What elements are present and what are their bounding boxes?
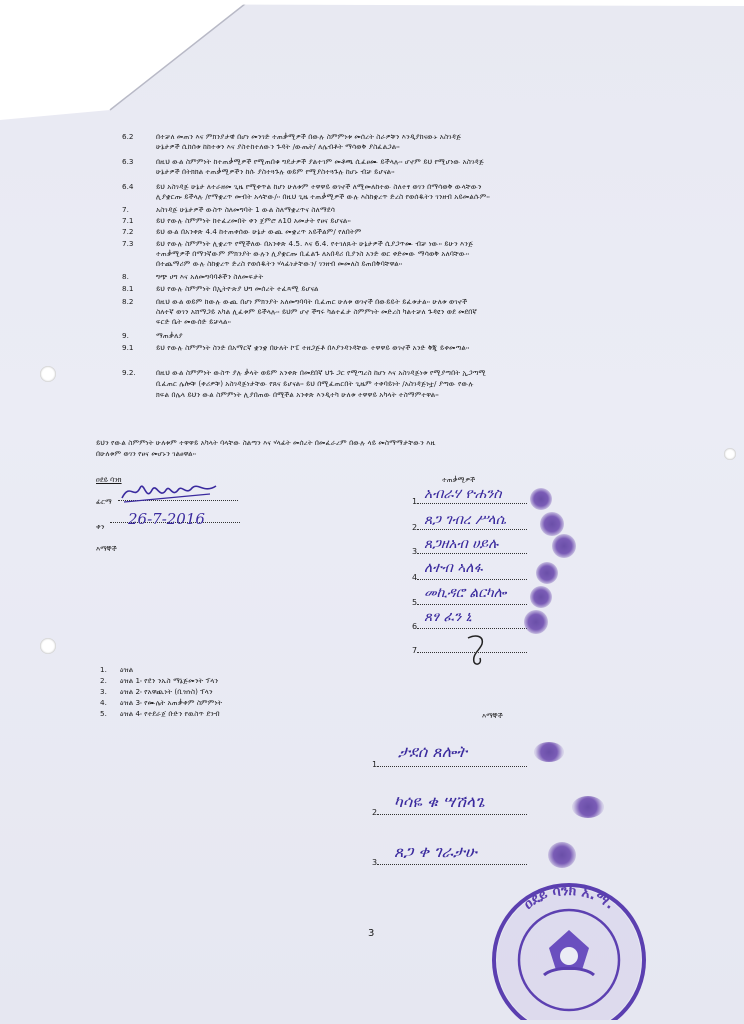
closing-statement: ይህን የውል ስምምነት ሁለቱም ተዋዋይ አካላት ባላቸው ስልጣን እና ሃላፊት መሰረት በመፈራረም በውሉ ላይ መስማማታቸውን እዚ bbox=[96, 438, 436, 447]
clause-9-2-cont2: ክፍል በሌላ ይህን ውል ስምምነት ሊያበጠው በሚችል አንቀጽ እንዲተካ ሁለቱ ተዋዋይ አካላት ተስማምተዋል፡፡ bbox=[156, 390, 439, 399]
witness-row: 2 bbox=[372, 808, 527, 817]
page-number: 3 bbox=[368, 928, 375, 939]
beneficiary-row: 1 bbox=[412, 497, 527, 506]
witness-signature: ካሳዬ ቁ ሣሽላጌ bbox=[394, 792, 485, 811]
beneficiary-signature: ለተብ ኣለፋ bbox=[424, 560, 483, 576]
witness-signature: ታደሰ ጸሎት bbox=[398, 742, 468, 761]
fingerprint-mark bbox=[540, 512, 564, 536]
handwritten-date: 26-7-2016 bbox=[128, 510, 205, 528]
annex-item: 2. ዕዝል 1፡ የደን ንኡስ ማኔጅመንት ፕላን bbox=[100, 676, 219, 685]
clause-6-4-cont: ሊያቋርጡ ይችላሉ /የማቋረጥ መብት አላቸው/፡፡ በዚህ ጊዜ ተጠቃሚዎች ውሉ እስከቋረጥ ድረስ የወሰዱትን ገንዘብ አይመልሱም፡፡ bbox=[156, 192, 490, 201]
annex-item: 5. ዕዝል 4፡ የተደራጀ ቡድን የዉስጥ ደንብ bbox=[100, 709, 220, 718]
clause-7-3-cont: ተጠቃሚዎች በማንኛውም ምክንያት ውሉን ሊያቋርጡ ቢፈልጉ ለአበዳሪ ቢያንስ አንድ ወር ቀድመው ማሳወቅ አለባቸው፡፡ bbox=[156, 249, 470, 258]
bank-signature bbox=[120, 478, 220, 506]
beneficiary-row: 4 bbox=[412, 573, 527, 582]
witnesses-heading: እማኞች bbox=[482, 712, 503, 720]
fingerprint-mark bbox=[552, 534, 576, 558]
punch-hole-bottom bbox=[40, 638, 56, 654]
fingerprint-mark bbox=[536, 562, 558, 584]
clause-6-3-cont: ሁኔታዎች በትክክል ተጠቃሚዎችን ከሱ ያስተጓጉሉ ወይም የሚያስተጓጉሉ ከሆኑ ብቻ ይሆናል፡፡ bbox=[156, 167, 395, 176]
beneficiaries-heading: ተጠቃሚዎች bbox=[442, 476, 476, 484]
signature-label: ፊርማ bbox=[96, 498, 112, 506]
clause-9-2: 9.2. በዚህ ውል ስምምነት ውስጥ ያሉ ቃላት ወይም አንቀጽ በመደበኛ ህጉ ጋር የሚጣረስ ከሆነ እና አስገዳጅነቱ የሚያጣበት ኢጋጣሚ bbox=[122, 368, 487, 377]
clause-7-2: 7.2 ይህ ውል በአንቀጽ 4.4 ከተጠቀሰው ሁኔታ ውጪ መቋረጥ አይችልም/ የለበትም bbox=[122, 227, 362, 236]
bank-name: ዐደይ ባንክ bbox=[96, 476, 122, 484]
beneficiary-row: 2 bbox=[412, 523, 527, 532]
fingerprint-mark bbox=[530, 488, 552, 510]
beneficiary-row: 5 bbox=[412, 598, 527, 607]
handwritten-mark bbox=[462, 634, 490, 668]
annex-item: 4. ዕዝል 3፡ የሙሌት አጠቃቀም ስምምነት bbox=[100, 698, 223, 707]
bank-stamp bbox=[484, 870, 654, 1020]
fingerprint-mark bbox=[548, 842, 576, 868]
clause-9-1: 9.1 ይህ የውሉ ስምምነት ስንድ በአማርኛ ቋንቋ በሁለት ኮፒ ተዘጋጅቶ በእያንዳንዳቸው ተዋዋይ ወገኖች አንድ ቅጂ ይቀመጣል፡፡ bbox=[122, 343, 470, 352]
clause-6-4: 6.4 ይህ አስገዳጅ ሁኔታ ለተራዘመ ጊዜ የሚቀጥል ከሆነ ሁለቱም ተዋዋይ ወገኖች ለሚመለከተው ስለተፃ ወገን በማሳወቅ ውላቸውን bbox=[122, 182, 482, 191]
fingerprint-mark bbox=[534, 742, 564, 762]
beneficiary-signature: መኪዳሮ ልርካሎ bbox=[424, 585, 507, 601]
clause-7-1: 7.1 ይህ የውሉ ስምምነት ከተፈረመበት ቀን ጀምሮ ለ10 አመታት የፀና ይሆናል፡፡ bbox=[122, 216, 351, 225]
punch-hole-edge bbox=[724, 448, 736, 460]
fingerprint-mark bbox=[524, 610, 548, 634]
clause-6-3: 6.3 በዚህ ውል ስምምነት ከተጠቃሚዎች የሚጠበቁ ግዴታዎች ያልተገም መቶጫ ሲፈፀሙ ይችላሉ፡፡ ሆኖም ይህ የሚሆነው አስገዳጅ bbox=[122, 157, 485, 166]
beneficiary-row: 7 bbox=[412, 646, 527, 655]
clause-9: 9. ማጠቃለያ bbox=[122, 331, 183, 340]
clause-8-2: 8.2 በዚህ ውል ወይም ከውሉ ውጪ በሆነ ምክንያት አለመግባባት ቢፈጠር ሁለቱ ወገኖች በውይይት ይፈቱታል፡፡ ሁለቱ ወገኖች bbox=[122, 297, 468, 306]
clause-6-2: 6.2 በተቻለ መጠን እና ምክንያታዊ በሆነ መንገድ ተጠቃሚዎች በውሉ ስምምነቱ መሰረት ስራዎቹን እንዲያከናውኑ አስገዳጅ bbox=[122, 132, 462, 141]
clause-9-2-cont: ቢፈጠር ሌሎቹ (ቀሪዎቹ) አስገዳጅነታቸው የጸና ይሆናል፡፡ ይህ በሚፈጠርበት ጊዜም ተቀባይነት /አስገዳጅነቷ/ ያጣው የውሉ bbox=[156, 379, 474, 388]
clause-8: 8. ግጭ ሀግ እና አለመግባባቶችን ስለመፍታት bbox=[122, 272, 264, 281]
clause-7: 7. አስገዳጅ ሁኔታዎች ውስጥ ስለመግባት 1 ውል ስለማቋረጥና ስለማደሳ bbox=[122, 205, 335, 214]
witness-row: 1 bbox=[372, 760, 527, 769]
svg-text:ዐደይ ባንክ አ.ማ.: ዐደይ ባንክ አ.ማ. bbox=[520, 882, 618, 913]
clause-8-1: 8.1 ይህ የውሉ ስምምነት በኢትዮጵያ ህግ መሰረት ተፈጻሚ ይሆናል bbox=[122, 284, 319, 293]
clause-8-2-cont: ስለተኛ ወገን አሸማጋይ አካል ሊፈቱም ይችላሉ፡፡ ይህም ሆኖ ችግሩ ካልተፈታ ስምምነት መድረስ ካልተቻለ ጉዳዩን ወደ መደበኛ bbox=[156, 307, 477, 316]
beneficiary-row: 6 bbox=[412, 622, 527, 631]
beneficiary-signature: ጸፃ ፈን ኒ bbox=[424, 609, 472, 625]
clause-7-3: 7.3 ይህ የውሉ ስምምነት ሊቋረጥ የሚችለው በአንቀጽ 4.5. እና 6.4. የተገለጹት ሁኔታዎች ሲያጋጥሙ ብቻ ነው፡፡ ይሁን እንጅ bbox=[122, 239, 474, 248]
date-label: ቀን bbox=[96, 523, 105, 531]
beneficiary-signature: ጸጋ ገብረ ሥላሴ bbox=[424, 512, 507, 528]
fingerprint-mark bbox=[572, 796, 604, 818]
clause-7-3-cont2: በተጨማሪም ውሉ ስከቋረጥ ድረስ የወሰዱትን ሃላፊነታቸውን/ ገንዘብ መመለስ ይጠበቅባቸዋል፡፡ bbox=[156, 259, 403, 268]
annex-item: 1. ዕዝል bbox=[100, 665, 134, 674]
witnesses-label-left: እማኞች bbox=[96, 545, 117, 553]
annex-item: 3. ዕዝል 2፡ የአዋጪነት (ቢዝነስ) ፕላን bbox=[100, 687, 213, 696]
closing-statement-cont: በሁለቱም ወገን የፀና መሆኑን ገልፀዋል፡፡ bbox=[96, 449, 197, 458]
fingerprint-mark bbox=[530, 586, 552, 608]
witness-signature: ጸጋ ቀ ገራታሁ bbox=[394, 842, 477, 861]
clause-6-2-cont: ሁኔታዎች ሲከሰቱ ከከተቱን እና ያስተከተለውን ጉዳት /ውጤት/ ለሌብቶት ማሳወቅ ያስፈልጋል፡፡ bbox=[156, 142, 400, 151]
beneficiary-signature: ጸጋዘአብ ሀይሉ bbox=[424, 536, 499, 552]
beneficiary-row: 3 bbox=[412, 547, 527, 556]
clause-8-2-cont2: ፍርድ ቤት መውሰድ ይቻላል፡፡ bbox=[156, 317, 231, 326]
beneficiary-signature: አብራሃ ዮሐንስ bbox=[424, 486, 502, 502]
punch-hole-top bbox=[40, 366, 56, 382]
witness-row: 3 bbox=[372, 858, 527, 867]
